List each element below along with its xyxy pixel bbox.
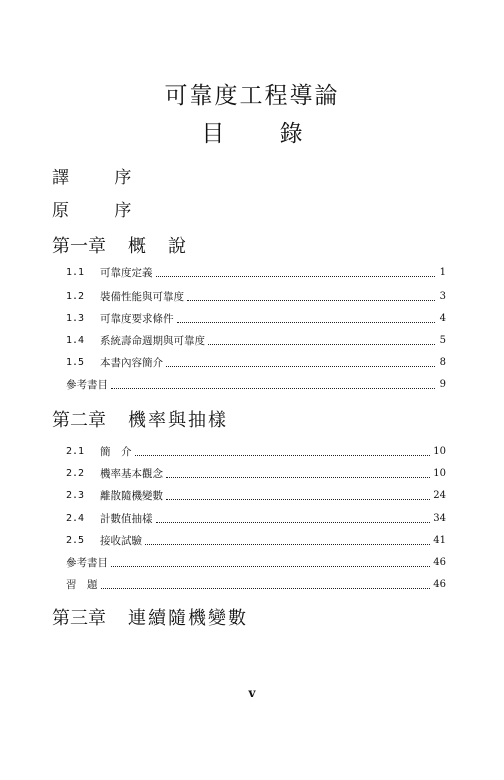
entry-page: 3 <box>439 291 446 302</box>
book-title: 可靠度工程導論 <box>164 83 340 109</box>
dot-leader <box>156 276 436 277</box>
toc-entry[interactable] <box>66 443 446 459</box>
dot-leader <box>111 388 435 389</box>
entry-number: 2.4 <box>66 513 85 524</box>
chapter-name: 機率與抽樣 <box>128 410 228 431</box>
chapter-name: 概 說 <box>128 236 188 257</box>
entry-title: 參考書目 <box>66 557 108 569</box>
entry-title: 裝備性能與可靠度 <box>100 291 184 303</box>
entry-number: 1.1 <box>66 267 85 278</box>
entry-title: 參考書目 <box>66 379 108 391</box>
chapter-label: 第二章 <box>52 410 106 431</box>
chapter-label: 第三章 <box>52 608 106 629</box>
entry-number: 1.5 <box>66 357 85 368</box>
entry-title: 離散隨機變數 <box>100 490 163 502</box>
toc-entry[interactable] <box>66 332 446 348</box>
entry-title: 機率基本觀念 <box>100 468 163 480</box>
front-matter-translator-preface: 譯 序 <box>52 168 152 188</box>
entry-page: 5 <box>439 335 446 346</box>
dot-leader <box>135 455 431 456</box>
entry-title: 本書內容簡介 <box>100 357 163 369</box>
entry-number: 1.2 <box>66 291 85 302</box>
entry-number: 2.1 <box>66 446 85 457</box>
entry-number: 1.3 <box>66 313 85 324</box>
entry-page: 4 <box>439 313 446 324</box>
entry-title: 可靠度定義 <box>100 267 153 279</box>
toc-entry[interactable] <box>66 465 446 481</box>
entry-page: 46 <box>433 579 446 590</box>
chapter-2-heading <box>52 406 228 432</box>
dot-leader <box>145 544 430 545</box>
entry-title: 系統壽命週期與可靠度 <box>100 335 205 347</box>
entry-title: 可靠度要求條件 <box>100 313 174 325</box>
toc-entry[interactable] <box>66 310 446 326</box>
dot-leader <box>111 566 430 567</box>
toc-entry[interactable] <box>66 487 446 503</box>
dot-leader <box>187 300 435 301</box>
entry-page: 8 <box>439 357 446 368</box>
chapter-name: 連續隨機變數 <box>128 608 248 629</box>
toc-heading-char-2: 錄 <box>279 121 303 147</box>
dot-leader <box>177 322 436 323</box>
dot-leader <box>208 344 435 345</box>
toc-entry[interactable] <box>66 510 446 526</box>
entry-page: 41 <box>433 535 446 546</box>
front-matter-original-preface: 原 序 <box>52 201 152 221</box>
entry-page: 10 <box>433 468 446 479</box>
entry-page: 9 <box>439 379 446 390</box>
entry-title: 習 題 <box>66 579 98 591</box>
entry-page: 24 <box>433 490 446 501</box>
entry-number: 1.4 <box>66 335 85 346</box>
dot-leader <box>166 499 430 500</box>
entry-number: 2.5 <box>66 535 85 546</box>
toc-entry-exercises[interactable] <box>66 576 446 592</box>
dot-leader <box>101 588 431 589</box>
toc-heading-char-1: 目 <box>201 121 225 147</box>
page-number: v <box>248 686 256 700</box>
toc-heading <box>0 115 504 148</box>
dot-leader <box>156 522 431 523</box>
chapter-label: 第一章 <box>52 236 106 257</box>
dot-leader <box>166 366 435 367</box>
toc-entry[interactable] <box>66 532 446 548</box>
toc-entry[interactable] <box>66 354 446 370</box>
toc-entry-references[interactable] <box>66 554 446 570</box>
entry-title: 計數值抽樣 <box>100 513 153 525</box>
chapter-3-heading <box>52 604 248 630</box>
entry-page: 34 <box>433 513 446 524</box>
entry-number: 2.3 <box>66 490 85 501</box>
toc-entry[interactable] <box>66 288 446 304</box>
chapter-1-heading <box>52 232 188 258</box>
entry-title: 接收試驗 <box>100 535 142 547</box>
toc-entry[interactable] <box>66 264 446 280</box>
entry-title: 簡 介 <box>100 446 132 458</box>
dot-leader <box>166 477 430 478</box>
entry-page: 46 <box>433 557 446 568</box>
toc-entry-references[interactable] <box>66 376 446 392</box>
entry-page: 10 <box>433 446 446 457</box>
entry-page: 1 <box>439 267 446 278</box>
entry-number: 2.2 <box>66 468 85 479</box>
